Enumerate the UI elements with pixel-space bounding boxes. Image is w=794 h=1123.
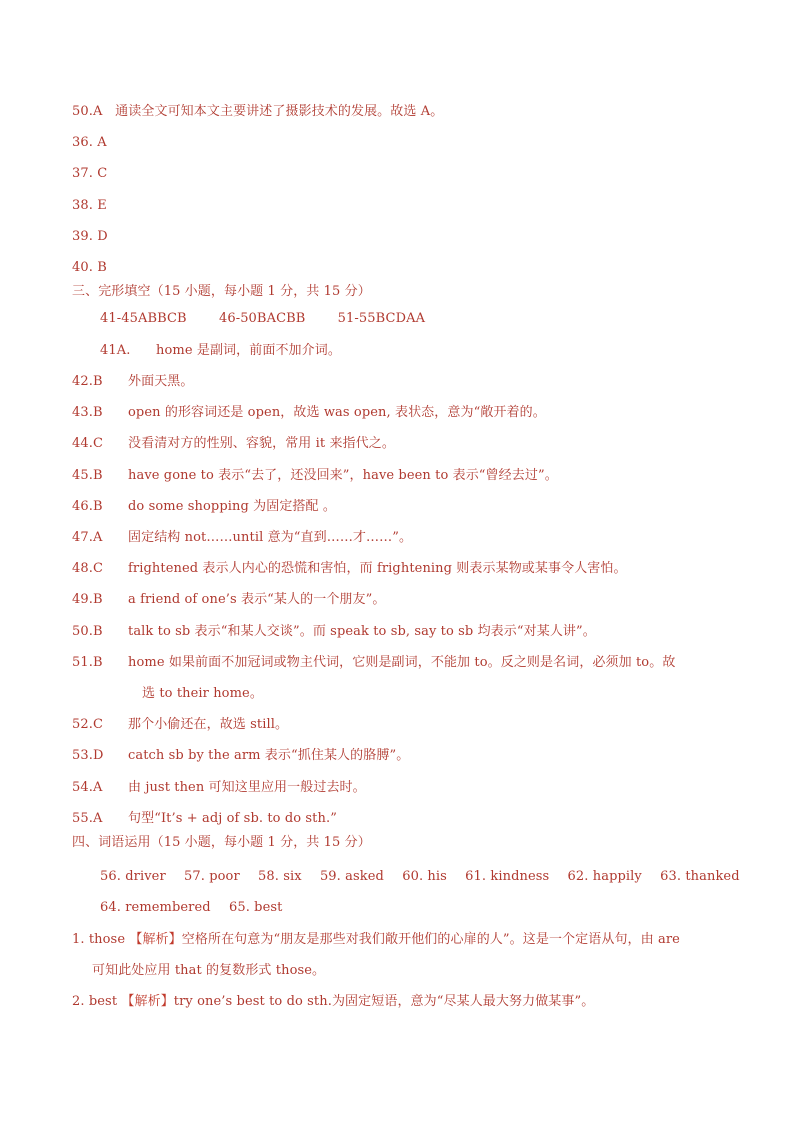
cloze-item-54	[72, 779, 754, 797]
item-number: 41A.	[100, 343, 131, 358]
word-answer: 63. thanked	[660, 869, 740, 884]
section3-title: 三、完形填空（15 小题，每小题 1 分，共 15 分）	[72, 284, 371, 299]
explanation-1	[72, 931, 754, 949]
item-explanation: open 的形容词还是 open，故选 was open, 表状态，意为“敞开着的。	[128, 405, 546, 420]
cloze-item-46	[72, 498, 754, 516]
answer-group: 46-50BACBB	[218, 311, 306, 326]
answer-group: 41-45ABBCB	[100, 311, 187, 326]
word-answer: 60. his	[402, 869, 447, 884]
cloze-item-43	[72, 404, 754, 422]
section4-answers-row2	[100, 899, 754, 917]
word-answer: 62. happily	[567, 869, 642, 884]
explanation-text: 空格所在句意为“朋友是那些对我们敞开他们的心扉的人”。这是一个定语从句，由 are	[181, 932, 680, 947]
cloze-item-47	[72, 529, 754, 547]
item-explanation: 由 just then 可知这里应用一般过去时。	[128, 780, 366, 795]
answer-explanation: 通读全文可知本文主要讲述了摄影技术的发展。故选 A。	[115, 104, 444, 119]
cloze-item-51-continuation: 选 to their home。	[142, 686, 263, 701]
item-explanation: a friend of one’s 表示“某人的一个朋友”。	[128, 592, 386, 607]
explanation-label: 2. best	[72, 994, 118, 1009]
section4-title: 四、词语运用（15 小题，每小题 1 分，共 15 分）	[72, 835, 371, 850]
cloze-item-53	[72, 747, 754, 765]
item-explanation: 句型“It’s + adj of sb. to do sth.”	[128, 811, 337, 826]
item-explanation: 外面天黑。	[128, 374, 194, 389]
word-answer: 58. six	[258, 869, 302, 884]
item-number: 54.A	[72, 780, 103, 795]
answer-39: 39. D	[72, 229, 108, 244]
item-explanation: talk to sb 表示“和某人交谈”。而 speak to sb, say to sb 均表示“对某人讲”。	[128, 624, 596, 639]
item-explanation: do some shopping 为固定搭配 。	[128, 499, 336, 514]
item-number: 48.C	[72, 561, 104, 576]
answer-40: 40. B	[72, 260, 107, 275]
item-explanation: 没看清对方的性别、容貌，常用 it 来指代之。	[128, 436, 395, 451]
item-explanation: 固定结构 not……until 意为“直到……才……”。	[128, 530, 413, 545]
item-explanation: home 是副词，前面不加介词。	[156, 343, 341, 358]
answer-line-50a	[72, 103, 754, 121]
item-number: 46.B	[72, 499, 103, 514]
word-answer: 61. kindness	[465, 869, 550, 884]
item-explanation: home 如果前面不加冠词或物主代词，它则是副词，不能加 to。反之则是名词，必须加 to。故	[128, 655, 676, 670]
item-number: 49.B	[72, 592, 103, 607]
item-number: 55.A	[72, 811, 103, 826]
item-explanation: 那个小偷还在，故选 still。	[128, 717, 289, 732]
item-number: 47.A	[72, 530, 103, 545]
cloze-item-50	[72, 623, 754, 641]
item-number: 52.C	[72, 717, 104, 732]
answer-37: 37. C	[72, 166, 108, 181]
item-number: 51.B	[72, 655, 103, 670]
cloze-item-45	[72, 467, 754, 485]
answer-36: 36. A	[72, 135, 107, 150]
cloze-item-48	[72, 560, 754, 578]
cloze-item-41	[100, 342, 754, 360]
cloze-item-44	[72, 435, 754, 453]
item-number: 45.B	[72, 468, 103, 483]
item-explanation: have gone to 表示“去了，还没回来”，have been to 表示“曾经去过”。	[128, 468, 558, 483]
explanation-1-continuation: 可知此处应用 that 的复数形式 those。	[92, 963, 326, 978]
analysis-tag: 【解析】	[121, 994, 174, 1009]
item-number: 42.B	[72, 374, 103, 389]
section3-answer-groups	[100, 310, 754, 328]
word-answer: 57. poor	[184, 869, 240, 884]
word-answer: 59. asked	[319, 869, 384, 884]
cloze-item-49	[72, 591, 754, 609]
answer-38: 38. E	[72, 198, 107, 213]
answer-group: 51-55BCDAA	[337, 311, 426, 326]
cloze-item-51	[72, 654, 754, 672]
section4-answers-row1	[100, 868, 754, 886]
item-number: 50.B	[72, 624, 103, 639]
explanation-text: try one’s best to do sth.为固定短语，意为“尽某人最大努力做某事”。	[173, 994, 595, 1009]
cloze-item-55	[72, 810, 754, 828]
item-explanation: frightened 表示人内心的恐慌和害怕，而 frightening 则表示某物或某事令人害怕。	[128, 561, 627, 576]
explanation-label: 1. those	[72, 932, 126, 947]
word-answer: 65. best	[228, 900, 283, 915]
item-number: 53.D	[72, 748, 104, 763]
cloze-item-42	[72, 373, 754, 391]
analysis-tag: 【解析】	[129, 932, 182, 947]
item-number: 43.B	[72, 405, 103, 420]
item-number: 44.C	[72, 436, 104, 451]
explanation-2	[72, 993, 754, 1011]
word-answer: 64. remembered	[100, 900, 211, 915]
answer-number: 50.A	[72, 104, 103, 119]
cloze-item-52	[72, 716, 754, 734]
item-explanation: catch sb by the arm 表示“抓住某人的胳膊”。	[128, 748, 410, 763]
word-answer: 56. driver	[100, 869, 166, 884]
